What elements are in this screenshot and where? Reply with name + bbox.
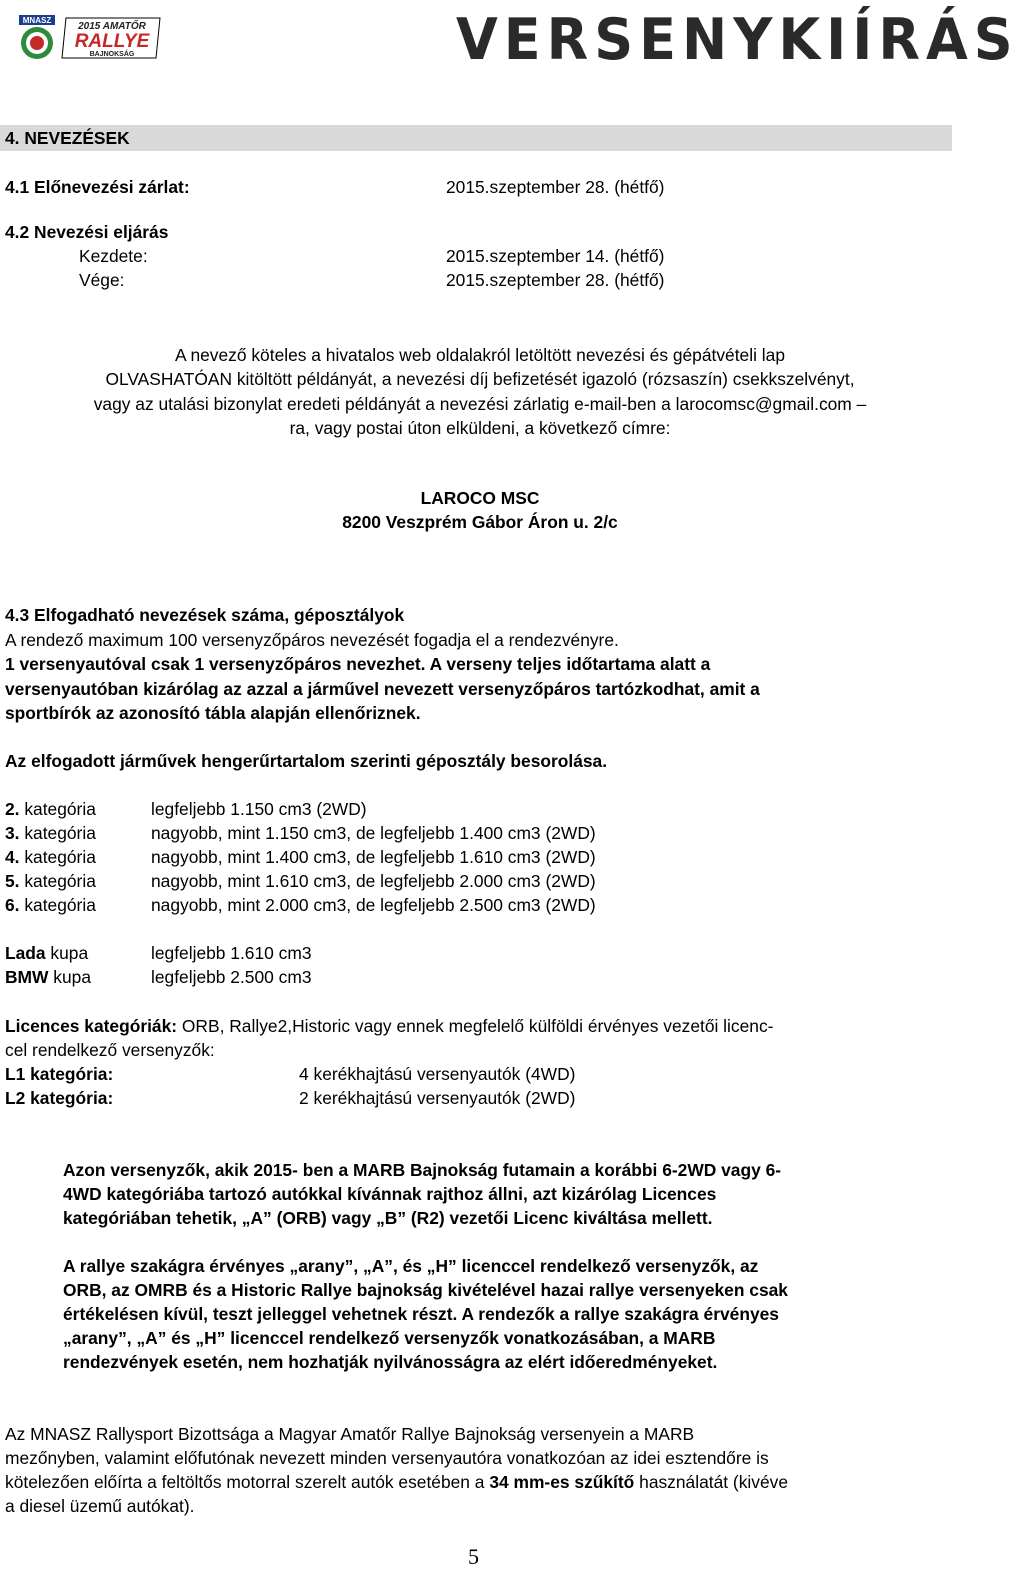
restrictor-line: mezőnyben, valamint előfutónak nevezett minden versenyautóra vonatkozóan az idei esztendőre is bbox=[5, 1448, 769, 1468]
entry-paragraph-line: A nevező köteles a hivatalos web oldalakról letöltött nevezési és gépátvételi lap bbox=[174, 345, 785, 365]
category-number: 2. bbox=[5, 799, 20, 819]
address-name: LAROCO MSC bbox=[420, 488, 540, 508]
licence-text: ORB, Rallye2,Historic vagy ennek megfelelő külföldi érvényes vezetői licenc- bbox=[177, 1016, 774, 1036]
section-heading-bar bbox=[0, 125, 952, 151]
s43-heading: 4.3 Elfogadható nevezések száma, géposztályok bbox=[5, 605, 405, 625]
l2-value: 2 kerékhajtású versenyautók (2WD) bbox=[299, 1088, 576, 1108]
document-title-text: VERSENYKIÍRÁS bbox=[456, 6, 1019, 73]
licence-note-line: kategóriában tehetik, „A” (ORB) vagy „B” (R2) vezetői Licenc kiváltása mellett. bbox=[63, 1208, 713, 1228]
restrictor-text: használatát (kivéve bbox=[634, 1472, 789, 1492]
category-description: nagyobb, mint 2.000 cm3, de legfeljebb 2.500 cm3 (2WD) bbox=[151, 895, 596, 915]
mnasz-logo-text: MNASZ bbox=[22, 16, 52, 25]
licence-rule-line: rendezvények esetén, nem hozhatják nyilvánosságra az elért időeredményeket. bbox=[63, 1352, 718, 1372]
cup-word: kupa bbox=[45, 943, 89, 963]
document-title bbox=[456, 2, 1019, 78]
amator-rallye-logo bbox=[60, 14, 164, 62]
s43-line: 1 versenyautóval csak 1 versenyzőpáros nevezhet. A verseny teljes időtartama alatt a bbox=[5, 654, 711, 674]
l1-value: 4 kerékhajtású versenyautók (4WD) bbox=[299, 1064, 576, 1084]
cup-name: BMW bbox=[5, 967, 49, 987]
category-description: nagyobb, mint 1.400 cm3, de legfeljebb 1.610 cm3 (2WD) bbox=[151, 847, 596, 867]
restrictor-text: kötelezően előírta a feltöltős motorral szerelt autók esetében a bbox=[5, 1472, 490, 1492]
l2-label: L2 kategória: bbox=[5, 1088, 114, 1108]
s43-line: versenyautóban kizárólag az azzal a járművel nevezett versenyzőpáros tartózkodhat, amit a bbox=[5, 679, 760, 699]
licence-note-line: Azon versenyzők, akik 2015- ben a MARB Bajnokság futamain a korábbi 6-2WD vagy 6- bbox=[63, 1160, 782, 1180]
cup-description: legfeljebb 1.610 cm3 bbox=[151, 943, 312, 963]
restrictor-size: 34 mm-es szűkítő bbox=[489, 1472, 635, 1492]
category-word: kategória bbox=[19, 871, 96, 891]
entry-start-value: 2015.szeptember 14. (hétfő) bbox=[446, 246, 665, 266]
category-description: legfeljebb 1.150 cm3 (2WD) bbox=[151, 799, 367, 819]
cup-word: kupa bbox=[48, 967, 92, 987]
mnasz-logo bbox=[18, 14, 56, 62]
category-word: kategória bbox=[19, 799, 96, 819]
category-word: kategória bbox=[19, 847, 96, 867]
logo-bajnoksag-text: BAJNOKSÁG bbox=[89, 51, 135, 58]
category-number: 3. bbox=[5, 823, 20, 843]
address-street: 8200 Veszprém Gábor Áron u. 2/c bbox=[342, 512, 618, 532]
category-word: kategória bbox=[19, 895, 96, 915]
cup-description: legfeljebb 2.500 cm3 bbox=[151, 967, 312, 987]
category-description: nagyobb, mint 1.150 cm3, de legfeljebb 1.400 cm3 (2WD) bbox=[151, 823, 596, 843]
licence-rule-line: ORB, az OMRB és a Historic Rallye bajnokság kivételével hazai rallye versenyeken csak bbox=[63, 1280, 788, 1300]
s43-line: sportbírók az azonosító tábla alapján ellenőriznek. bbox=[5, 703, 421, 723]
section-heading: 4. NEVEZÉSEK bbox=[5, 128, 130, 148]
category-word: kategória bbox=[19, 823, 96, 843]
classes-heading: Az elfogadott járművek hengerűrtartalom szerinti géposztály besorolása. bbox=[5, 751, 608, 771]
entry-procedure-heading: 4.2 Nevezési eljárás bbox=[5, 222, 169, 242]
licence-line: cel rendelkező versenyzők: bbox=[5, 1040, 215, 1060]
preentry-deadline-label: 4.1 Előnevezési zárlat: bbox=[5, 177, 190, 197]
entry-start-label: Kezdete: bbox=[79, 246, 148, 266]
s43-line: A rendező maximum 100 versenyzőpáros nevezését fogadja el a rendezvényre. bbox=[5, 630, 619, 650]
licence-line bbox=[5, 1014, 773, 1038]
restrictor-line bbox=[5, 1470, 788, 1494]
preentry-deadline-value: 2015.szeptember 28. (hétfő) bbox=[446, 177, 665, 197]
category-number: 6. bbox=[5, 895, 20, 915]
restrictor-line: Az MNASZ Rallysport Bizottsága a Magyar Amatőr Rallye Bajnokság versenyein a MARB bbox=[5, 1424, 695, 1444]
logo-year-text: 2015 AMATŐR bbox=[78, 21, 146, 32]
logo-rallye-text: RALLYE bbox=[74, 31, 150, 52]
entry-paragraph-line: OLVASHATÓAN kitöltött példányát, a nevezési díj befizetését igazoló (rózsaszín) csekkszelvényt, bbox=[105, 369, 855, 389]
cup-name: Lada bbox=[5, 943, 46, 963]
page-number: 5 bbox=[468, 1544, 479, 1569]
entry-paragraph-line: ra, vagy postai úton elküldeni, a következő címre: bbox=[289, 418, 671, 438]
licence-rule-line: „arany”, „A” és „H” licenccel rendelkező versenyzők vonatkozásában, a MARB bbox=[63, 1328, 716, 1348]
entry-end-label: Vége: bbox=[79, 270, 125, 290]
licence-rule-line: A rallye szakágra érvényes „arany”, „A”, és „H” licenccel rendelkező versenyzők, az bbox=[63, 1256, 759, 1276]
category-number: 5. bbox=[5, 871, 20, 891]
l1-label: L1 kategória: bbox=[5, 1064, 114, 1084]
entry-paragraph-line: vagy az utalási bizonylat eredeti példányát a nevezési zárlatig e-mail-ben a larocomsc@gmail.com – bbox=[93, 394, 867, 414]
licence-rule-line: értékelésen kívül, teszt jelleggel vehetnek részt. A rendezők a rallye szakágra érvényes bbox=[63, 1304, 779, 1324]
licence-note-line: 4WD kategóriába tartozó autókkal kívánnak rajthoz állni, azt kizárólag Licences bbox=[63, 1184, 717, 1204]
entry-end-value: 2015.szeptember 28. (hétfő) bbox=[446, 270, 665, 290]
restrictor-line: a diesel üzemű autókat). bbox=[5, 1496, 195, 1516]
licence-label: Licences kategóriák: bbox=[5, 1016, 178, 1036]
category-description: nagyobb, mint 1.610 cm3, de legfeljebb 2.000 cm3 (2WD) bbox=[151, 871, 596, 891]
category-number: 4. bbox=[5, 847, 20, 867]
